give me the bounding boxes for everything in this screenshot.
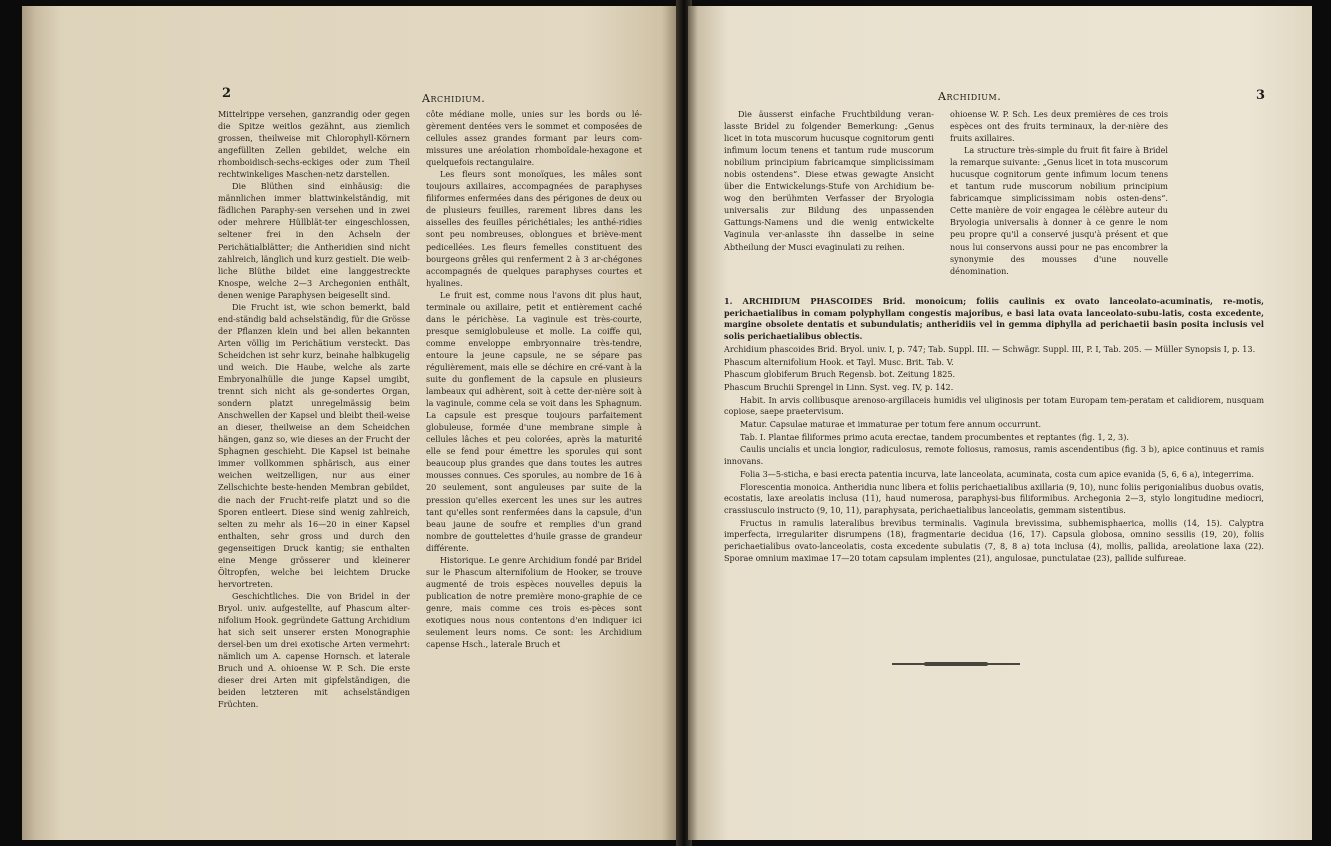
fruit-description: Fructus in ramulis lateralibus brevibus terminalis. Vaginula brevissima, subhemisphaerica, mollis (14, 15). Calyptra imperfecta, irregulariter disrumpens (18), fragmentarie decidua (16, 17). Capsula globosa, omnino sessilis (19, 20), foliis perichaetialibus ovato-lanceolatis, costa excedente subulatis (7, 8, 8 a) tota inclusa (4), mollis, pallida, areolatione laxa (22). Sporae omnium maximae 17—20 totam capsulam implentes (21), angulosae, punctulatae (23), pallide sulfureae.: [724, 517, 1264, 563]
stem-description: Caulis uncialis et uncia longior, radiculosus, remote foliosus, ramosus, ramis ascendentibus (fig. 3 b), apice continuus et ramis innovans.: [724, 444, 1264, 467]
left-page: [22, 6, 680, 840]
left-running-head: Archidium.: [422, 92, 486, 105]
right-running-head: Archidium.: [938, 90, 1002, 103]
maturity: Matur. Capsulae maturae et immaturae per totum fere annum occurrunt.: [740, 419, 1042, 430]
right-page-number: 3: [1256, 88, 1266, 103]
plate-reference: Tab. I. Plantae filiformes primo acuta erectae, tandem procumbentes et reptantes (fig. 1, 2, 3).: [740, 431, 1129, 442]
paragraph: Die Frucht ist, wie schon bemerkt, bald end-ständig bald achselständig, für die Grösse der Pflanzen klein und bei allen bekannten Arten völlig im Perichätium versteckt. Das Scheidchen ist sehr kurz, beinahe halbkugelig und weich. Die Haube, welche als zarte Embryonalhülle die junge Kapsel umgibt, trennt sich nicht als ge-sondertes Organ, sondern platzt unregelmässig beim Anschwellen der Kapsel und bleibt theil-weise an dieser, theilweise an dem Scheidchen hängen, ganz so, wie dieses an der Frucht der Sphagnen geschieht. Die Kapsel ist beinahe immer vollkommen sphärisch, aus einer weichen weitzelligen, nur aus einer Zellschichte beste-henden Membran gebildet, die nach der Frucht-reife platzt und so die Sporen entleert. Diese sind wenig zahlreich, selten zu mehr als 16—20 in einer Kapsel enthalten, sehr gross und durch den gegenseitigen Druck kantig; sie enthalten eine Menge grösserer und kleinerer Öltropfen, welche bei leichtem Drucke hervortreten.: [218, 301, 410, 589]
left-column-german: [218, 108, 410, 710]
synonym: Phascum alternifolium Hook. et Tayl. Musc. Brit. Tab. V.: [724, 356, 954, 367]
synonym: Archidium phascoides Brid. Bryol. univ. I, p. 747; Tab. Suppl. III. — Schwägr. Suppl. III, P. I, Tab. 205. — Müller Synopsis I, p. 13.: [724, 343, 1256, 354]
leaf-description: Folia 3—5-sticha, e basi erecta patentia incurva, late lanceolata, acuminata, costa cum apice evanida (5, 6, 6 a), integerrima.: [740, 468, 1254, 479]
habitat: Habit. In arvis collibusque arenoso-argillaceis humidis vel uliginosis per totam Europam tem-peratam et calidiorem, nusquam copiose, saepe praetervisum.: [724, 394, 1264, 417]
paragraph: Historique. Le genre Archidium fondé par Bridel sur le Phascum alternifolium de Hooker, se trouve augmenté de trois espèces nouvelles depuis la publication de notre première mono-graphie de ce genre, mais comme ces trois es-pèces sont exotiques nous nous contentons d'en indiquer ici seulement leurs noms. Ce sont: les Archidium capense Hsch., laterale Bruch et: [426, 554, 642, 650]
species-description: [724, 296, 1264, 565]
paragraph: Mittelrippe versehen, ganzrandig oder gegen die Spitze weitlos gezähnt, aus ziemlich grossen, theilweise mit Chlorophyll-Körnern angefüllten Zellen gebildet, welche ein rhomboidisch-sechs-eckiges oder zum Theil rechtwinkeliges Maschen-netz darstellen.: [218, 109, 410, 180]
right-page: [688, 6, 1312, 840]
paragraph: Le fruit est, comme nous l'avons dit plus haut, terminale ou axillaire, petit et entièrement caché dans le périchèse. La vaginule est très-courte, presque semiglobuleuse et molle. La coiffe qui, comme enveloppe embryonnaire très-tendre, entoure la jeune capsule, ne se sépare pas régulièrement, mais elle se déchire en cré-vant à la suite du gonflement de la capsule en plusieurs lambeaux qui adhèrent, soit à cette der-nière soit à la vaginule, comme cela se voit dans les Sphagnum. La capsule est presque toujours parfaitement globuleuse, formée d'une membrane simple à cellules lâches et peu colorées, après la maturité elle se fend pour émettre les sporules qui sont beaucoup plus grandes que dans toutes les autres mousses connues. Ces sporules, au nombre de 16 à 20 seulement, sont anguleuses par suite de la pression qu'elles exercent les unes sur les autres tant qu'elles sont renfermées dans la capsule, d'un beau jaune de soufre et remplies d'un grand nombre de gouttelettes d'huile grasse de grandeur différente.: [426, 289, 642, 553]
synonym: Phascum globiferum Bruch Regensb. bot. Zeitung 1825.: [724, 369, 956, 380]
paragraph: Geschichtliches. Die von Bridel in der Bryol. univ. aufgestellte, auf Phascum alter-nifolium Hook. gegründete Gattung Archidium hat sich seit unserer ersten Monographie dersel-ben um drei exotische Arten vermehrt: nämlich um A. capense Hornsch. et laterale Bruch und A. ohioense W. P. Sch. Die erste dieser drei Arten mit gipfelständigen, die beiden letzteren mit achselständigen Früchten.: [218, 590, 410, 710]
paragraph: ohioense W. P. Sch. Les deux premières de ces trois espèces ont des fruits terminaux, la der-nière des fruits axillaires.: [950, 109, 1168, 144]
paragraph: Die Blüthen sind einhäusig: die männlichen immer blattwinkelständig, mit fädlichen Paraphy-sen versehen und in zwei oder mehrere Hüllblät-ter eingeschlossen, seltener frei in den Achseln der Perichätialblätter; die Antheridien sind nicht zahlreich, länglich und kurz gestielt. Die weib-liche Blüthe bildet eine langgestreckte Knospe, welche 2—3 Archegonien enthält, denen wenige Paraphysen beigesellt sind.: [218, 181, 410, 300]
synonym: Phascum Bruchii Sprengel in Linn. Syst. veg. IV, p. 142.: [724, 381, 954, 392]
flower-description: Florescentia monoica. Antheridia nunc libera et foliis perichaetialibus axillaria (9, 10), nunc foliis perigonialibus duobus ovatis, ecostatis, laxe areolatis inclusa (11), haud numerosa, paraphysi-bus filiformibus. Archegonia 2—3, stylo longitudine mediocri, crassiusculo instructo (9, 10, 11), paraphysata, perichaetialibus lanceolatis, gemmam sistentibus.: [724, 481, 1264, 515]
paragraph: Les fleurs sont monoïques, les mâles sont toujours axillaires, accompagnées de paraphyses filiformes enfermées dans des périgones de deux ou de plusieurs feuilles, rarement libres dans les aisselles des feuilles périchétiales; les anthé-ridies sont peu nombreuses, oblongues et briève-ment pedicellées. Les fleurs femelles constituent des bourgeons grêles qui renferment 2 à 3 ar-chégones accompagnés de quelques paraphyses courtes et hyalines.: [426, 169, 642, 288]
left-page-number: 2: [222, 86, 232, 101]
paragraph: côte médiane molle, unies sur les bords ou lé-gèrement dentées vers le sommet et composées de cellules assez grandes formant par leurs com-missures une aréolation rhomboïdale-hexagone et quelquefois rectangulaire.: [426, 109, 642, 168]
paragraph: La structure très-simple du fruit fit faire à Bridel la remarque suivante: „Genus licet in tota muscorum hucusque cognitorum gente infimum locum tenens et tantum rude muscorum nobilium principium fabricamque simplicissimam nobis osten-dens“. Cette manière de voir engagea le célèbre auteur du Bryologia universalis à donner à ce genre le nom peu propre qu'il a conservé jusqu'à présent et que nous lui conservons aussi pour ne pas encombrer la synonymie des mousses d'une nouvelle dénomination.: [950, 145, 1168, 276]
right-column-french: [950, 108, 1168, 277]
book-spread: [22, 0, 1312, 846]
species-heading: 1. ARCHIDIUM PHASCOIDES Brid. monoicum; foliis caulinis ex ovato lanceolato-acuminatis, re-motis, perichaetialibus in comam polyphyllam congestis majoribus, e basi lata ovata lanceolato-subu-latis, costa excedente, margine obsolete dentatis et subundulatis; antheridiis vel in gemma diphylla ad perichaetii basin posita inclusis vel solis perichaetialibus oblectis.: [724, 296, 1264, 342]
right-column-german: [724, 108, 934, 253]
ornamental-rule: [892, 663, 1020, 665]
left-column-french: [426, 108, 642, 650]
paragraph: Die äusserst einfache Fruchtbildung veran-lasste Bridel zu folgender Bemerkung: „Genus licet in tota muscorum hucusque cognitorum genti infimum locum tenens et tantum rude muscorum nobilium principium fabricamque simplicissimam nobis ostendens“. Diese etwas gewagte Ansicht über die Entwickelungs-Stufe von Archidium be-wog den berühmten Verfasser der Bryologia universalis zur Bildung des unpassenden Gattungs-Namens und die wenig entwickelte Vaginula ver-anlasste ihn dasselbe in seine Abtheilung der Musci evaginulati zu reihen.: [724, 109, 934, 252]
